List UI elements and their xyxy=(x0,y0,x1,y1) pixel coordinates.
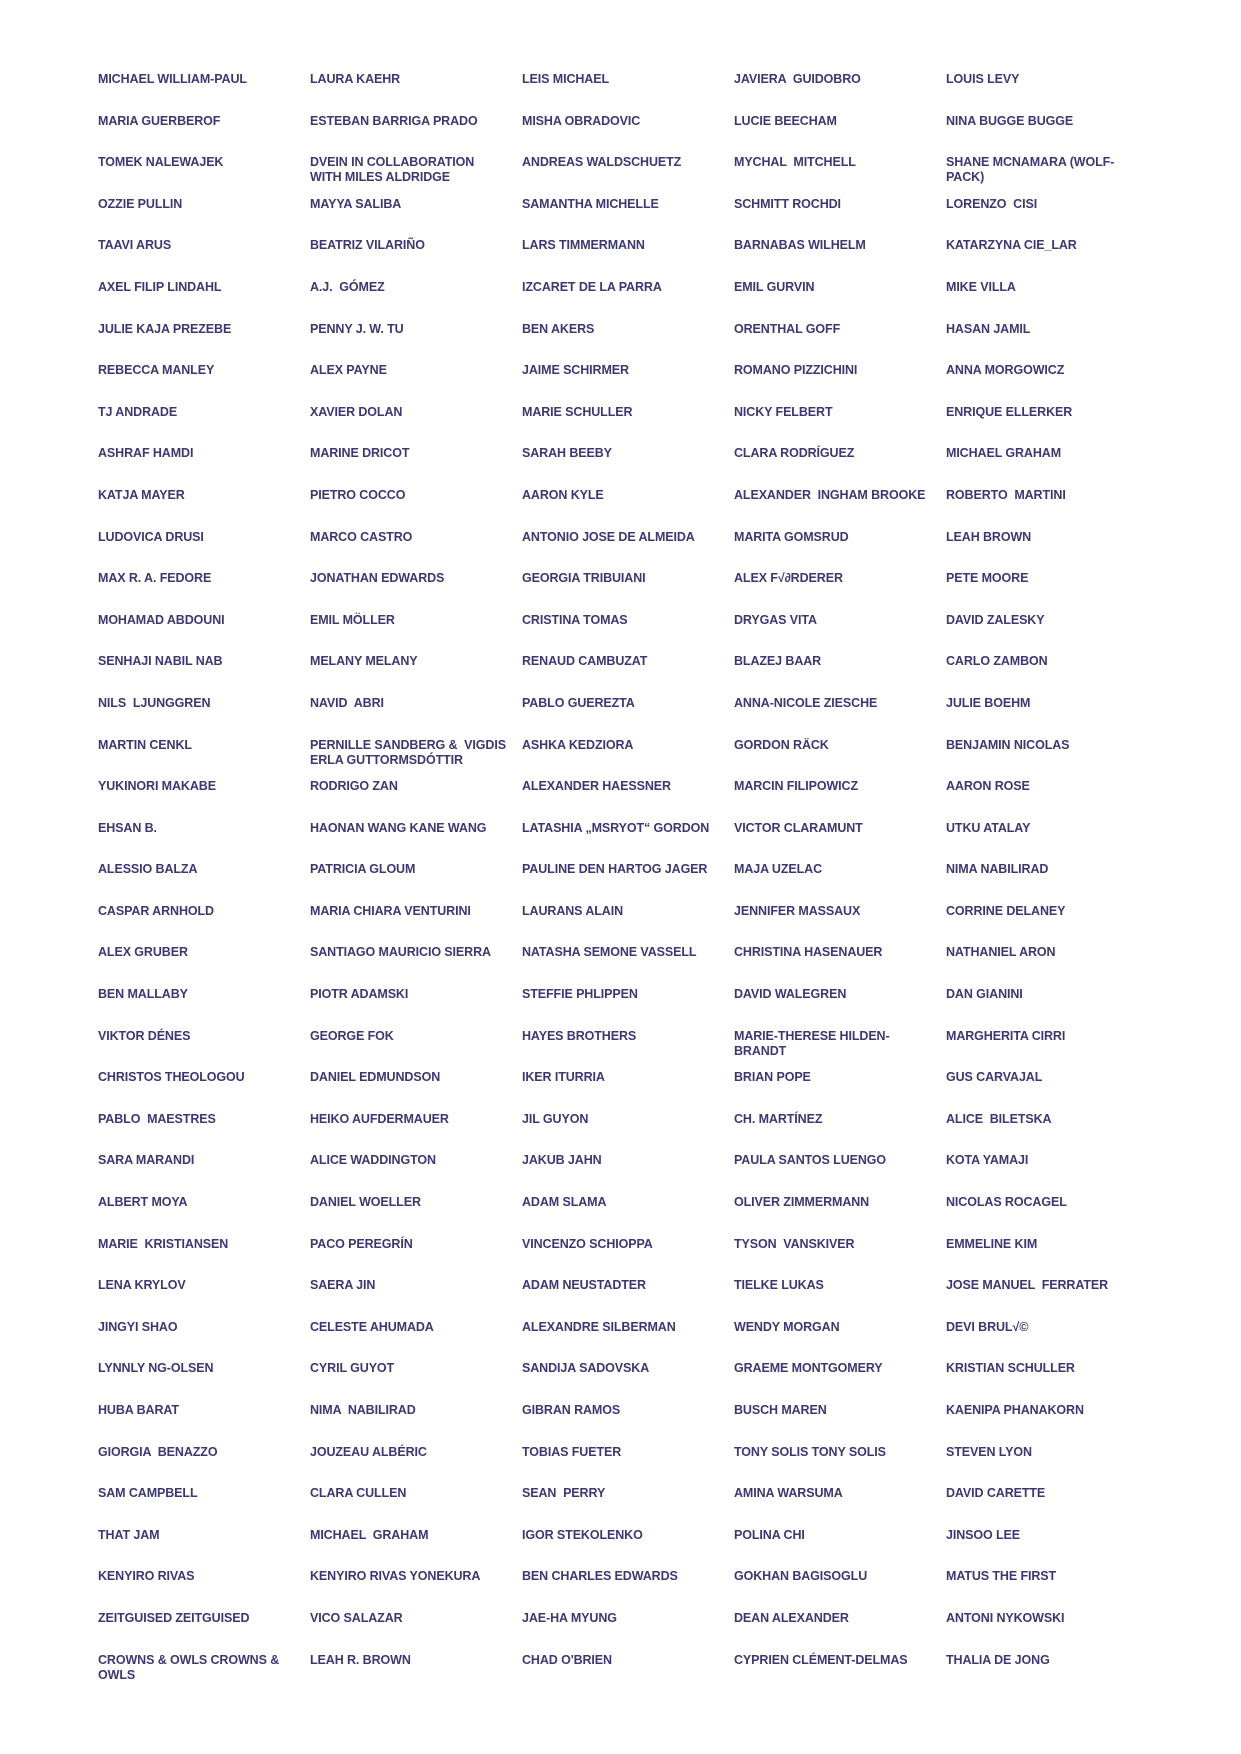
name-entry: CHAD O'BRIEN xyxy=(522,1652,612,1667)
name-entry: BUSCH MAREN xyxy=(734,1403,827,1417)
name-entry: JAE-HA MYUNG xyxy=(522,1610,617,1625)
name-entry: JONATHAN EDWARDS xyxy=(310,571,445,586)
name-entry: THALIA DE JONG xyxy=(946,1652,1050,1667)
name-entry: JAIME SCHIRMER xyxy=(522,363,629,378)
name-entry: NILS LJUNGGREN xyxy=(98,695,211,710)
name-entry: ASHKA KEDZIORA xyxy=(522,737,634,752)
name-entry: GIORGIA BENAZZO xyxy=(98,1444,218,1459)
name-entry: BEN CHARLES EDWARDS xyxy=(522,1569,678,1584)
name-row xyxy=(98,1361,1154,1403)
name-entry: CARLO ZAMBON xyxy=(946,654,1048,669)
name-entry: RENAUD CAMBUZAT xyxy=(522,654,648,669)
name-entry: MICHAEL GRAHAM xyxy=(946,446,1062,461)
name-entry: PETE MOORE xyxy=(946,571,1029,586)
name-entry: DAVID CARETTE xyxy=(946,1486,1046,1501)
name-entry: ADAM SLAMA xyxy=(522,1195,607,1210)
name-entry: CYRIL GUYOT xyxy=(310,1361,395,1376)
name-entry: GIBRAN RAMOS xyxy=(522,1403,621,1417)
name-row xyxy=(98,155,1154,197)
name-entry: MARCIN FILIPOWICZ xyxy=(734,779,858,794)
name-row xyxy=(98,654,1154,696)
name-entry: CHRISTINA HASENAUER xyxy=(734,945,883,960)
name-entry: LENA KRYLOV xyxy=(98,1278,186,1293)
name-entry: HEIKO AUFDERMAUER xyxy=(310,1111,449,1126)
name-entry: JENNIFER MASSAUX xyxy=(734,903,861,918)
name-entry: WENDY MORGAN xyxy=(734,1319,840,1334)
name-entry: DANIEL EDMUNDSON xyxy=(310,1070,441,1085)
name-entry: MIKE VILLA xyxy=(946,279,1016,294)
name-entry: PABLO MAESTRES xyxy=(98,1111,216,1126)
name-entry: VICO SALAZAR xyxy=(310,1610,403,1625)
name-row xyxy=(98,1528,1154,1570)
name-entry: MARCO CASTRO xyxy=(310,529,413,544)
name-entry: LUDOVICA DRUSI xyxy=(98,529,204,544)
name-entry: VINCENZO SCHIOPPA xyxy=(522,1236,653,1251)
name-entry: MARIA GUERBEROF xyxy=(98,113,221,128)
name-entry: LEIS MICHAEL xyxy=(522,72,609,86)
name-entry: KATJA MAYER xyxy=(98,487,185,502)
name-entry: KOTA YAMAJI xyxy=(946,1153,1029,1168)
name-entry: AARON ROSE xyxy=(946,779,1030,794)
name-row xyxy=(98,238,1154,280)
name-entry: TIELKE LUKAS xyxy=(734,1278,824,1293)
name-entry: ANTONIO JOSE DE ALMEIDA xyxy=(522,529,695,544)
name-row xyxy=(98,1029,1154,1071)
name-entry: CRISTINA TOMAS xyxy=(522,612,628,627)
name-entry: EMMELINE KIM xyxy=(946,1236,1038,1251)
name-entry: SHANE MCNAMARA (WOLF-PACK) xyxy=(946,155,1115,185)
name-row xyxy=(98,363,1154,405)
name-entry: MAYYA SALIBA xyxy=(310,196,402,211)
name-entry: RODRIGO ZAN xyxy=(310,779,398,794)
name-entry: ALEXANDER HAESSNER xyxy=(522,779,671,794)
name-entry: CYPRIEN CLÉMENT-DELMAS xyxy=(734,1652,908,1667)
name-entry: LARS TIMMERMANN xyxy=(522,238,645,253)
name-row xyxy=(98,72,1154,114)
name-row xyxy=(98,1237,1154,1279)
name-entry: OLIVER ZIMMERMANN xyxy=(734,1195,870,1210)
name-entry: CROWNS & OWLS CROWNS & OWLS xyxy=(98,1652,283,1682)
name-entry: STEVEN LYON xyxy=(946,1444,1032,1459)
name-entry: AMINA WARSUMA xyxy=(734,1486,843,1501)
name-entry: SAMANTHA MICHELLE xyxy=(522,196,659,211)
name-entry: SANDIJA SADOVSKA xyxy=(522,1361,650,1376)
name-entry: KENYIRO RIVAS xyxy=(98,1569,195,1584)
name-row xyxy=(98,945,1154,987)
name-entry: ROMANO PIZZICHINI xyxy=(734,363,858,378)
name-entry: LAURA KAEHR xyxy=(310,72,401,86)
name-entry: PAULINE DEN HARTOG JAGER xyxy=(522,862,708,877)
name-entry: HASAN JAMIL xyxy=(946,321,1031,336)
name-entry: ALBERT MOYA xyxy=(98,1195,188,1210)
name-row xyxy=(98,1153,1154,1195)
name-entry: ALEX PAYNE xyxy=(310,363,387,378)
name-entry: JAVIERA GUIDOBRO xyxy=(734,72,861,86)
name-entry: JIL GUYON xyxy=(522,1111,589,1126)
name-entry: ZEITGUISED ZEITGUISED xyxy=(98,1610,250,1625)
name-row xyxy=(98,530,1154,572)
name-row xyxy=(98,1195,1154,1237)
name-entry: MAX R. A. FEDORE xyxy=(98,571,212,586)
name-entry: SENHAJI NABIL NAB xyxy=(98,654,223,669)
name-row xyxy=(98,114,1154,156)
name-entry: SARA MARANDI xyxy=(98,1153,195,1168)
name-entry: GOKHAN BAGISOGLU xyxy=(734,1569,868,1584)
name-entry: PIOTR ADAMSKI xyxy=(310,987,409,1002)
name-entry: LATASHIA „MSRYOT“ GORDON xyxy=(522,820,710,835)
name-entry: IZCARET DE LA PARRA xyxy=(522,279,662,294)
name-entry: DAVID WALEGREN xyxy=(734,987,847,1002)
name-entry: GUS CARVAJAL xyxy=(946,1070,1043,1085)
name-entry: CORRINE DELANEY xyxy=(946,903,1066,918)
name-entry: DANIEL WOELLER xyxy=(310,1195,421,1210)
name-entry: XAVIER DOLAN xyxy=(310,404,403,419)
name-entry: JINGYI SHAO xyxy=(98,1319,178,1334)
name-row xyxy=(98,1278,1154,1320)
name-entry: VIKTOR DÉNES xyxy=(98,1028,191,1043)
name-entry: BEATRIZ VILARIÑO xyxy=(310,238,425,253)
name-entry: THAT JAM xyxy=(98,1527,160,1542)
name-entry: ANDREAS WALDSCHUETZ xyxy=(522,155,682,170)
name-entry: MYCHAL MITCHELL xyxy=(734,155,856,170)
name-entry: CLARA RODRÍGUEZ xyxy=(734,446,855,461)
name-entry: ORENTHAL GOFF xyxy=(734,321,841,336)
name-entry: TOBIAS FUETER xyxy=(522,1444,622,1459)
name-row xyxy=(98,821,1154,863)
name-entry: ALEX F√∂RDERER xyxy=(734,571,843,586)
name-row xyxy=(98,1653,1154,1695)
name-entry: NINA BUGGE BUGGE xyxy=(946,113,1074,128)
name-entry: POLINA CHI xyxy=(734,1527,805,1542)
name-row xyxy=(98,1112,1154,1154)
name-entry: NIMA NABILIRAD xyxy=(946,862,1049,877)
name-entry: JAKUB JAHN xyxy=(522,1153,602,1168)
name-entry: ENRIQUE ELLERKER xyxy=(946,404,1073,419)
name-entry: EMIL GURVIN xyxy=(734,279,815,294)
name-entry: ALEX GRUBER xyxy=(98,945,188,960)
name-entry: BEN AKERS xyxy=(522,321,595,336)
name-entry: MOHAMAD ABDOUNI xyxy=(98,612,225,627)
name-entry: MARIA CHIARA VENTURINI xyxy=(310,903,471,918)
name-entry: ALICE BILETSKA xyxy=(946,1111,1052,1126)
name-row xyxy=(98,446,1154,488)
name-entry: MARIE SCHULLER xyxy=(522,404,633,419)
name-entry: KATARZYNA CIE_LAR xyxy=(946,238,1077,253)
name-entry: ESTEBAN BARRIGA PRADO xyxy=(310,113,478,128)
name-entry: A.J. GÓMEZ xyxy=(310,279,385,294)
name-entry: EMIL MÖLLER xyxy=(310,612,395,627)
name-entry: REBECCA MANLEY xyxy=(98,363,215,378)
name-row xyxy=(98,696,1154,738)
name-entry: ANNA-NICOLE ZIESCHE xyxy=(734,695,878,710)
name-entry: MICHAEL GRAHAM xyxy=(310,1527,429,1542)
name-entry: MATUS THE FIRST xyxy=(946,1569,1057,1584)
name-entry: MARIE KRISTIANSEN xyxy=(98,1236,229,1251)
name-entry: DVEIN IN COLLABORATION WITH MILES ALDRIDGE xyxy=(310,155,478,185)
name-entry: LORENZO CISI xyxy=(946,196,1038,211)
name-entry: JULIE BOEHM xyxy=(946,695,1031,710)
name-row xyxy=(98,1569,1154,1611)
name-entry: NATHANIEL ARON xyxy=(946,945,1056,960)
name-entry: ALEXANDRE SILBERMAN xyxy=(522,1319,676,1334)
name-row xyxy=(98,405,1154,447)
name-entry: BARNABAS WILHELM xyxy=(734,238,866,253)
name-entry: NAVID ABRI xyxy=(310,695,384,710)
name-entry: STEFFIE PHLIPPEN xyxy=(522,987,638,1002)
name-entry: PAULA SANTOS LUENGO xyxy=(734,1153,887,1168)
name-entry: BRIAN POPE xyxy=(734,1070,811,1085)
name-entry: ALESSIO BALZA xyxy=(98,862,198,877)
name-row xyxy=(98,862,1154,904)
name-entry: SEAN PERRY xyxy=(522,1486,606,1501)
name-entry: BLAZEJ BAAR xyxy=(734,654,822,669)
name-entry: MARITA GOMSRUD xyxy=(734,529,849,544)
name-entry: ANTONI NYKOWSKI xyxy=(946,1610,1065,1625)
name-entry: TOMEK NALEWAJEK xyxy=(98,155,224,170)
name-entry: LEAH R. BROWN xyxy=(310,1652,411,1667)
name-row xyxy=(98,738,1154,780)
name-row xyxy=(98,280,1154,322)
name-entry: JINSOO LEE xyxy=(946,1527,1021,1542)
name-entry: TJ ANDRADE xyxy=(98,404,178,419)
name-entry: GEORGIA TRIBUIANI xyxy=(522,571,646,586)
name-entry: GRAEME MONTGOMERY xyxy=(734,1361,883,1376)
name-entry: DAVID ZALESKY xyxy=(946,612,1045,627)
name-entry: DRYGAS VITA xyxy=(734,612,817,627)
name-entry: CLARA CULLEN xyxy=(310,1486,407,1501)
name-entry: CASPAR ARNHOLD xyxy=(98,903,214,918)
name-entry: ANNA MORGOWICZ xyxy=(946,363,1065,378)
name-entry: TYSON VANSKIVER xyxy=(734,1236,855,1251)
name-entry: GEORGE FOK xyxy=(310,1028,394,1043)
name-row xyxy=(98,1486,1154,1528)
name-entry: LEAH BROWN xyxy=(946,529,1032,544)
name-entry: MELANY MELANY xyxy=(310,654,418,669)
name-entry: JOSE MANUEL FERRATER xyxy=(946,1278,1109,1293)
name-entry: NIMA NABILIRAD xyxy=(310,1403,416,1417)
name-entry: LAURANS ALAIN xyxy=(522,903,624,918)
name-entry: PERNILLE SANDBERG & VIGDIS ERLA GUTTORMSDÓTTIR xyxy=(310,737,510,767)
name-entry: ALEXANDER INGHAM BROOKE xyxy=(734,487,926,502)
name-entry: CHRISTOS THEOLOGOU xyxy=(98,1070,245,1085)
name-entry: SAM CAMPBELL xyxy=(98,1486,198,1501)
name-entry: MISHA OBRADOVIC xyxy=(522,113,641,128)
name-row xyxy=(98,571,1154,613)
name-entry: EHSAN B. xyxy=(98,820,157,835)
name-entry: UTKU ATALAY xyxy=(946,820,1031,835)
name-entry: YUKINORI MAKABE xyxy=(98,779,216,794)
name-entry: ROBERTO MARTINI xyxy=(946,487,1066,502)
name-entry: TAAVI ARUS xyxy=(98,238,172,253)
name-entry: BEN MALLABY xyxy=(98,987,188,1002)
name-entry: HAYES BROTHERS xyxy=(522,1028,637,1043)
name-entry: TONY SOLIS TONY SOLIS xyxy=(734,1444,886,1459)
name-list xyxy=(98,72,1154,1694)
name-entry: ADAM NEUSTADTER xyxy=(522,1278,646,1293)
name-row xyxy=(98,488,1154,530)
name-entry: SAERA JIN xyxy=(310,1278,376,1293)
name-entry: AXEL FILIP LINDAHL xyxy=(98,279,222,294)
name-row xyxy=(98,904,1154,946)
name-entry: JOUZEAU ALBÉRIC xyxy=(310,1444,427,1459)
name-entry: PENNY J. W. TU xyxy=(310,321,404,336)
name-row xyxy=(98,1070,1154,1112)
name-entry: BENJAMIN NICOLAS xyxy=(946,737,1070,752)
name-entry: NICKY FELBERT xyxy=(734,404,833,419)
name-entry: LYNNLY NG-OLSEN xyxy=(98,1361,214,1376)
name-row xyxy=(98,1445,1154,1487)
name-entry: LUCIE BEECHAM xyxy=(734,113,837,128)
name-entry: MICHAEL WILLIAM-PAUL xyxy=(98,72,247,86)
name-entry: ASHRAF HAMDI xyxy=(98,446,194,461)
name-row xyxy=(98,1611,1154,1653)
name-entry: CH. MARTÍNEZ xyxy=(734,1111,823,1126)
name-entry: SANTIAGO MAURICIO SIERRA xyxy=(310,945,491,960)
name-entry: KENYIRO RIVAS YONEKURA xyxy=(310,1569,481,1584)
name-row xyxy=(98,613,1154,655)
name-entry: KRISTIAN SCHULLER xyxy=(946,1361,1075,1376)
name-entry: PABLO GUEREZTA xyxy=(522,695,635,710)
name-row xyxy=(98,779,1154,821)
name-entry: KAENIPA PHANAKORN xyxy=(946,1403,1084,1417)
name-row xyxy=(98,322,1154,364)
name-entry: IGOR STEKOLENKO xyxy=(522,1527,643,1542)
name-entry: DEVI BRUL√© xyxy=(946,1319,1029,1334)
name-entry: MAJA UZELAC xyxy=(734,862,823,877)
name-entry: PATRICIA GLOUM xyxy=(310,862,416,877)
name-entry: PIETRO COCCO xyxy=(310,487,406,502)
name-entry: NICOLAS ROCAGEL xyxy=(946,1195,1067,1210)
name-entry: IKER ITURRIA xyxy=(522,1070,605,1085)
name-row xyxy=(98,197,1154,239)
name-entry: HAONAN WANG KANE WANG xyxy=(310,820,487,835)
name-entry: LOUIS LEVY xyxy=(946,72,1020,86)
name-entry: SARAH BEEBY xyxy=(522,446,612,461)
name-entry: MARGHERITA CIRRI xyxy=(946,1028,1066,1043)
name-entry: ALICE WADDINGTON xyxy=(310,1153,436,1168)
name-entry: MARINE DRICOT xyxy=(310,446,410,461)
name-entry: CELESTE AHUMADA xyxy=(310,1319,434,1334)
name-row xyxy=(98,1320,1154,1362)
name-entry: AARON KYLE xyxy=(522,487,604,502)
name-row xyxy=(98,1403,1154,1445)
name-entry: NATASHA SEMONE VASSELL xyxy=(522,945,697,960)
name-entry: DAN GIANINI xyxy=(946,987,1023,1002)
name-entry: GORDON RÄCK xyxy=(734,737,829,752)
name-entry: DEAN ALEXANDER xyxy=(734,1610,849,1625)
name-entry: VICTOR CLARAMUNT xyxy=(734,820,863,835)
name-entry: HUBA BARAT xyxy=(98,1403,179,1417)
name-entry: MARTIN CENKL xyxy=(98,737,192,752)
name-row xyxy=(98,987,1154,1029)
name-entry: JULIE KAJA PREZEBE xyxy=(98,321,232,336)
name-entry: MARIE-THERESE HILDEN-BRANDT xyxy=(734,1028,890,1058)
name-entry: OZZIE PULLIN xyxy=(98,196,183,211)
name-entry: SCHMITT ROCHDI xyxy=(734,196,841,211)
name-entry: PACO PEREGRÍN xyxy=(310,1236,413,1251)
